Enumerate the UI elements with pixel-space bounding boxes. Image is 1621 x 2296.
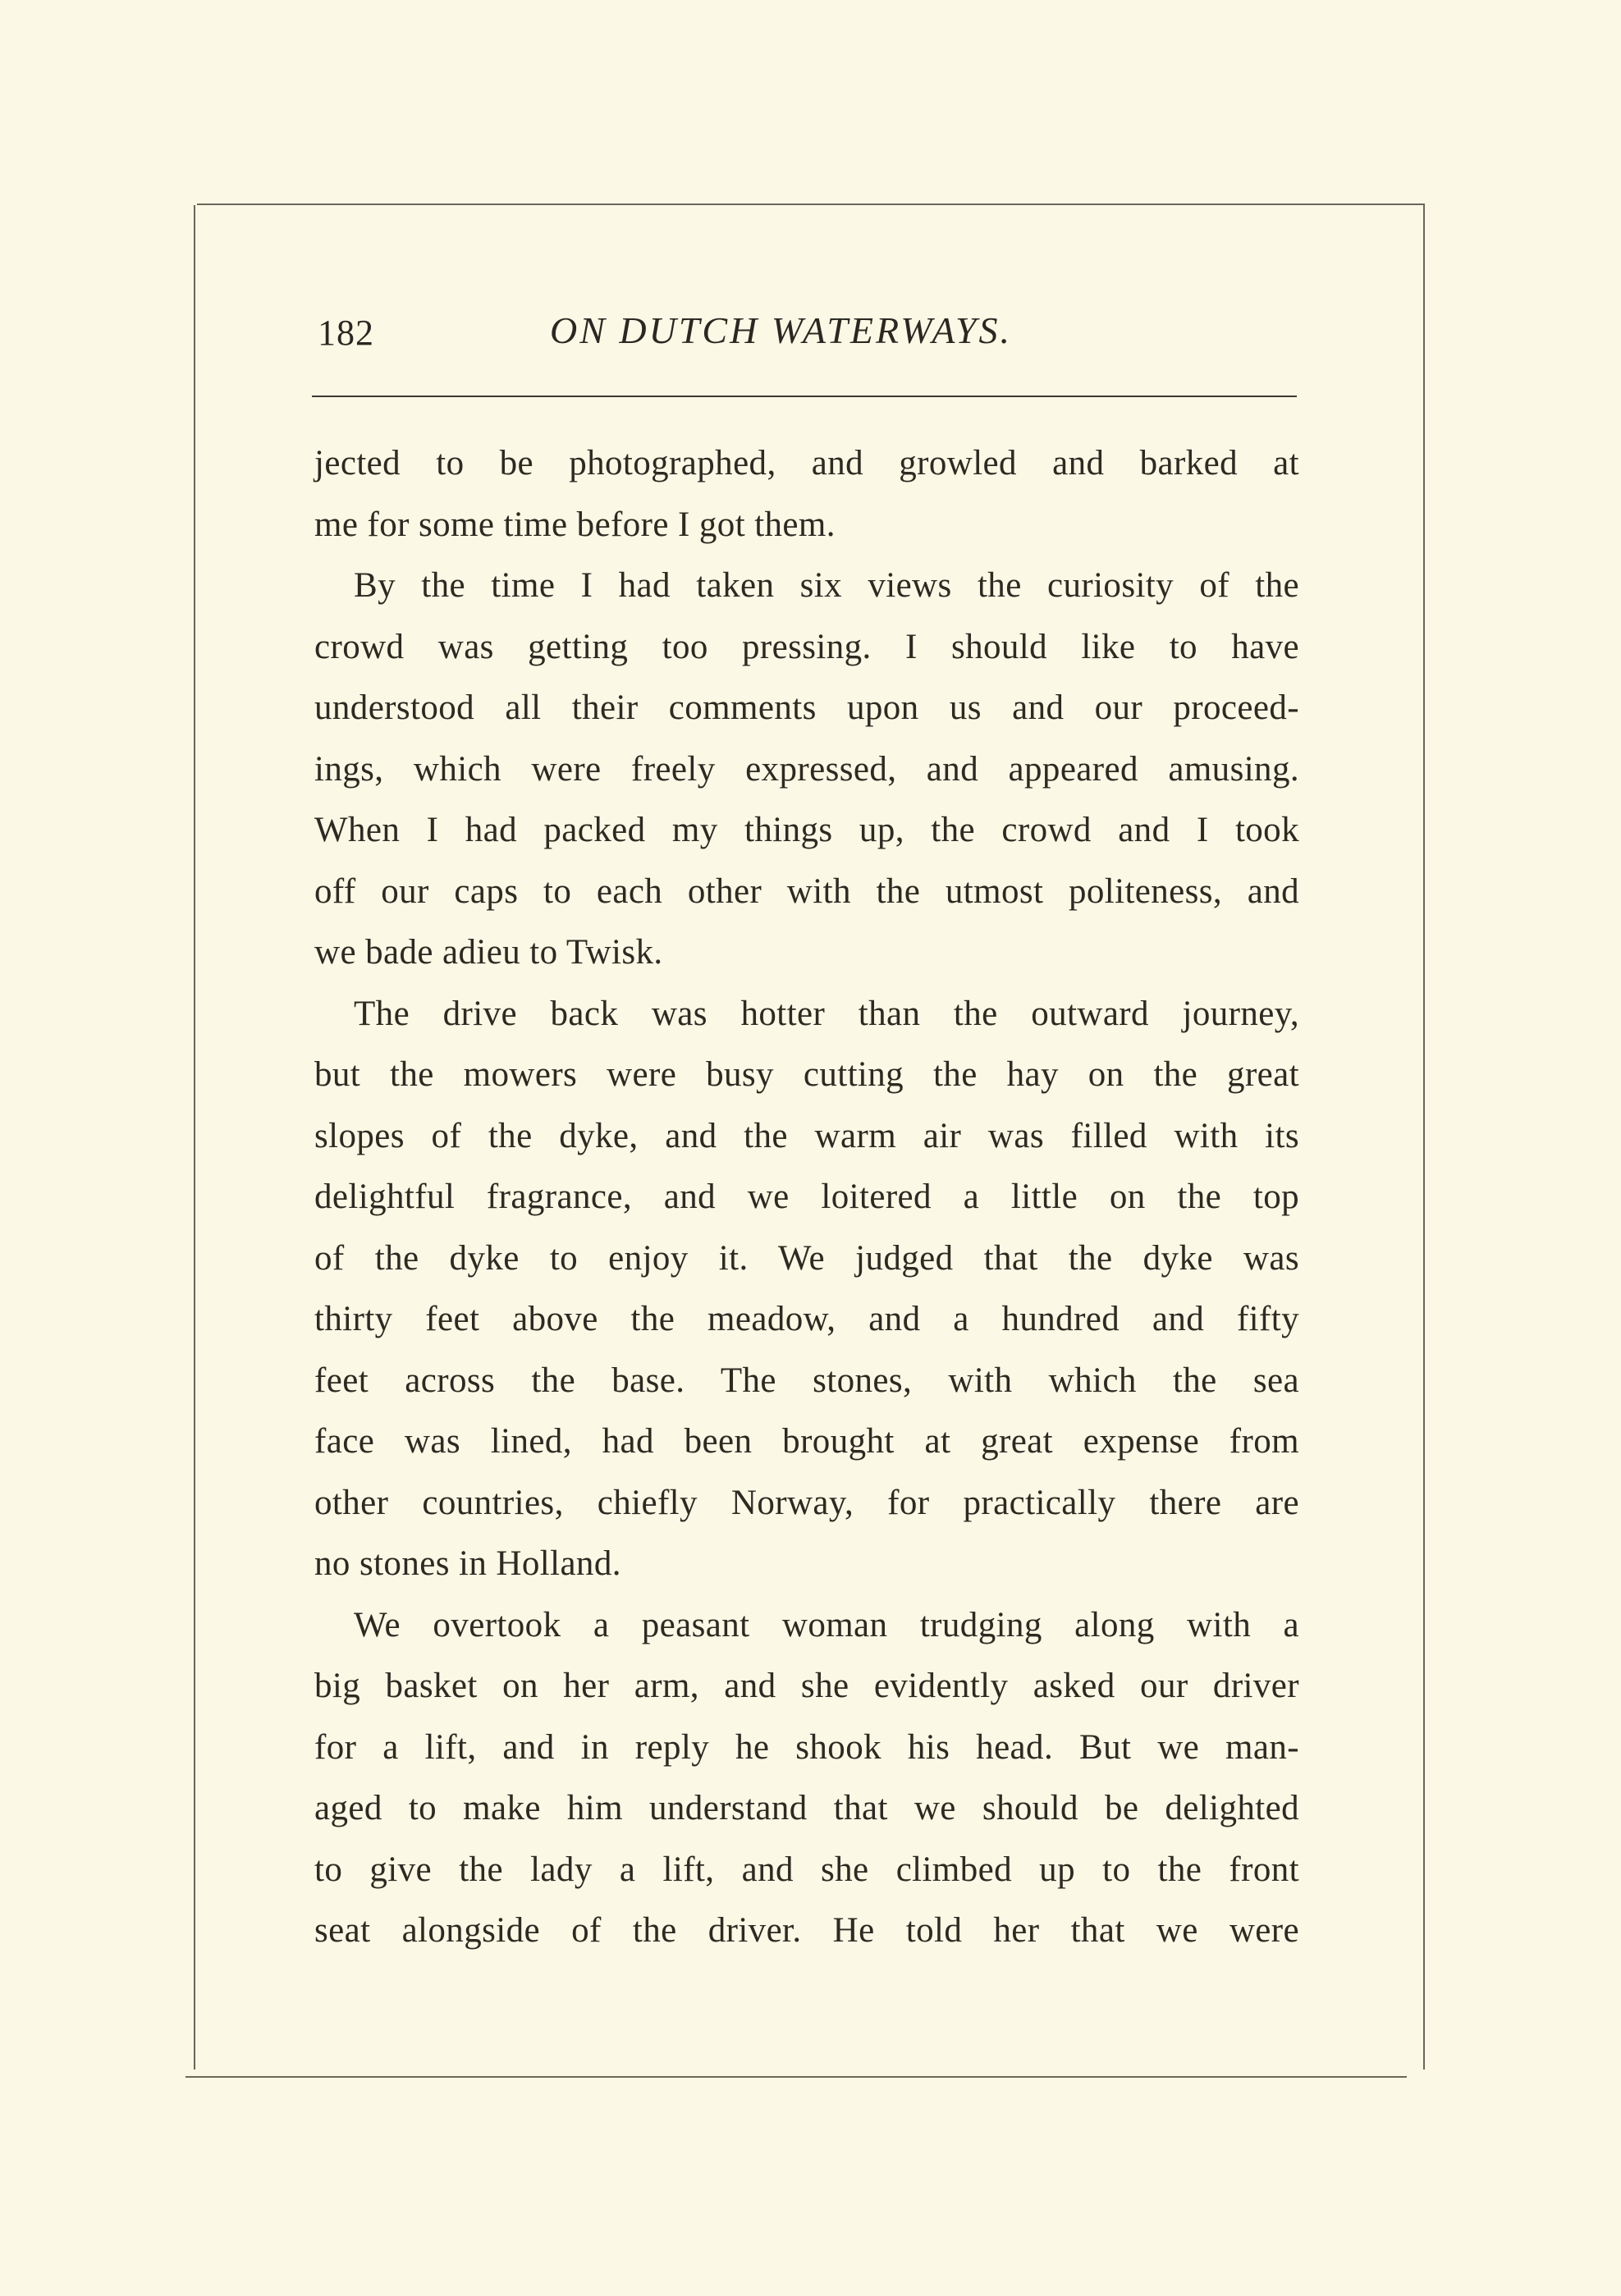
text-line: big basket on her arm, and she evidently asked our driver bbox=[314, 1667, 1299, 1705]
text-line: We overtook a peasant woman trudging along with a bbox=[354, 1605, 1299, 1644]
text-line: of the dyke to enjoy it. We judged that the dyke was bbox=[314, 1238, 1299, 1278]
page-number: 182 bbox=[318, 313, 374, 353]
page-frame-top-rule bbox=[197, 204, 1425, 205]
text-line: crowd was getting too pressing. I should like to have bbox=[314, 627, 1299, 666]
text-line: we bade adieu to Twisk. bbox=[314, 933, 663, 972]
running-head: ON DUTCH WATERWAYS. bbox=[550, 309, 1013, 351]
page-frame-right-rule bbox=[1423, 205, 1425, 2070]
text-line: By the time I had taken six views the curiosity of the bbox=[354, 566, 1299, 605]
text-line: seat alongside of the driver. He told her that we were bbox=[314, 1911, 1299, 1950]
text-line: face was lined, had been brought at great expense from bbox=[314, 1422, 1299, 1461]
page-frame-left-rule bbox=[194, 205, 195, 2070]
text-line: jected to be photographed, and growled and barked at bbox=[314, 444, 1299, 483]
header-rule bbox=[312, 396, 1297, 397]
text-line: When I had packed my things up, the crowd and I took bbox=[314, 811, 1299, 849]
text-line: me for some time before I got them. bbox=[314, 505, 836, 544]
text-line: aged to make him understand that we should be delighted bbox=[314, 1789, 1299, 1827]
text-line: but the mowers were busy cutting the hay on the great bbox=[314, 1055, 1299, 1094]
body-text bbox=[314, 433, 1299, 1962]
text-line: other countries, chiefly Norway, for practically there are bbox=[314, 1483, 1299, 1522]
text-line: ings, which were freely expressed, and appeared amusing. bbox=[314, 749, 1299, 789]
text-line: to give the lady a lift, and she climbed up to the front bbox=[314, 1850, 1299, 1889]
text-line: delightful fragrance, and we loitered a little on the top bbox=[314, 1178, 1299, 1216]
text-line: thirty feet above the meadow, and a hundred and fifty bbox=[314, 1300, 1299, 1338]
text-line: for a lift, and in reply he shook his head. But we man- bbox=[314, 1727, 1299, 1767]
text-line: understood all their comments upon us and our proceed- bbox=[314, 688, 1299, 727]
text-line: no stones in Holland. bbox=[314, 1544, 621, 1583]
text-line: off our caps to each other with the utmost politeness, and bbox=[314, 871, 1299, 911]
text-line: slopes of the dyke, and the warm air was filled with its bbox=[314, 1116, 1299, 1155]
page-frame-bottom-rule bbox=[185, 2076, 1407, 2078]
text-line: The drive back was hotter than the outward journey, bbox=[354, 994, 1299, 1033]
text-line: feet across the base. The stones, with which the sea bbox=[314, 1361, 1299, 1400]
